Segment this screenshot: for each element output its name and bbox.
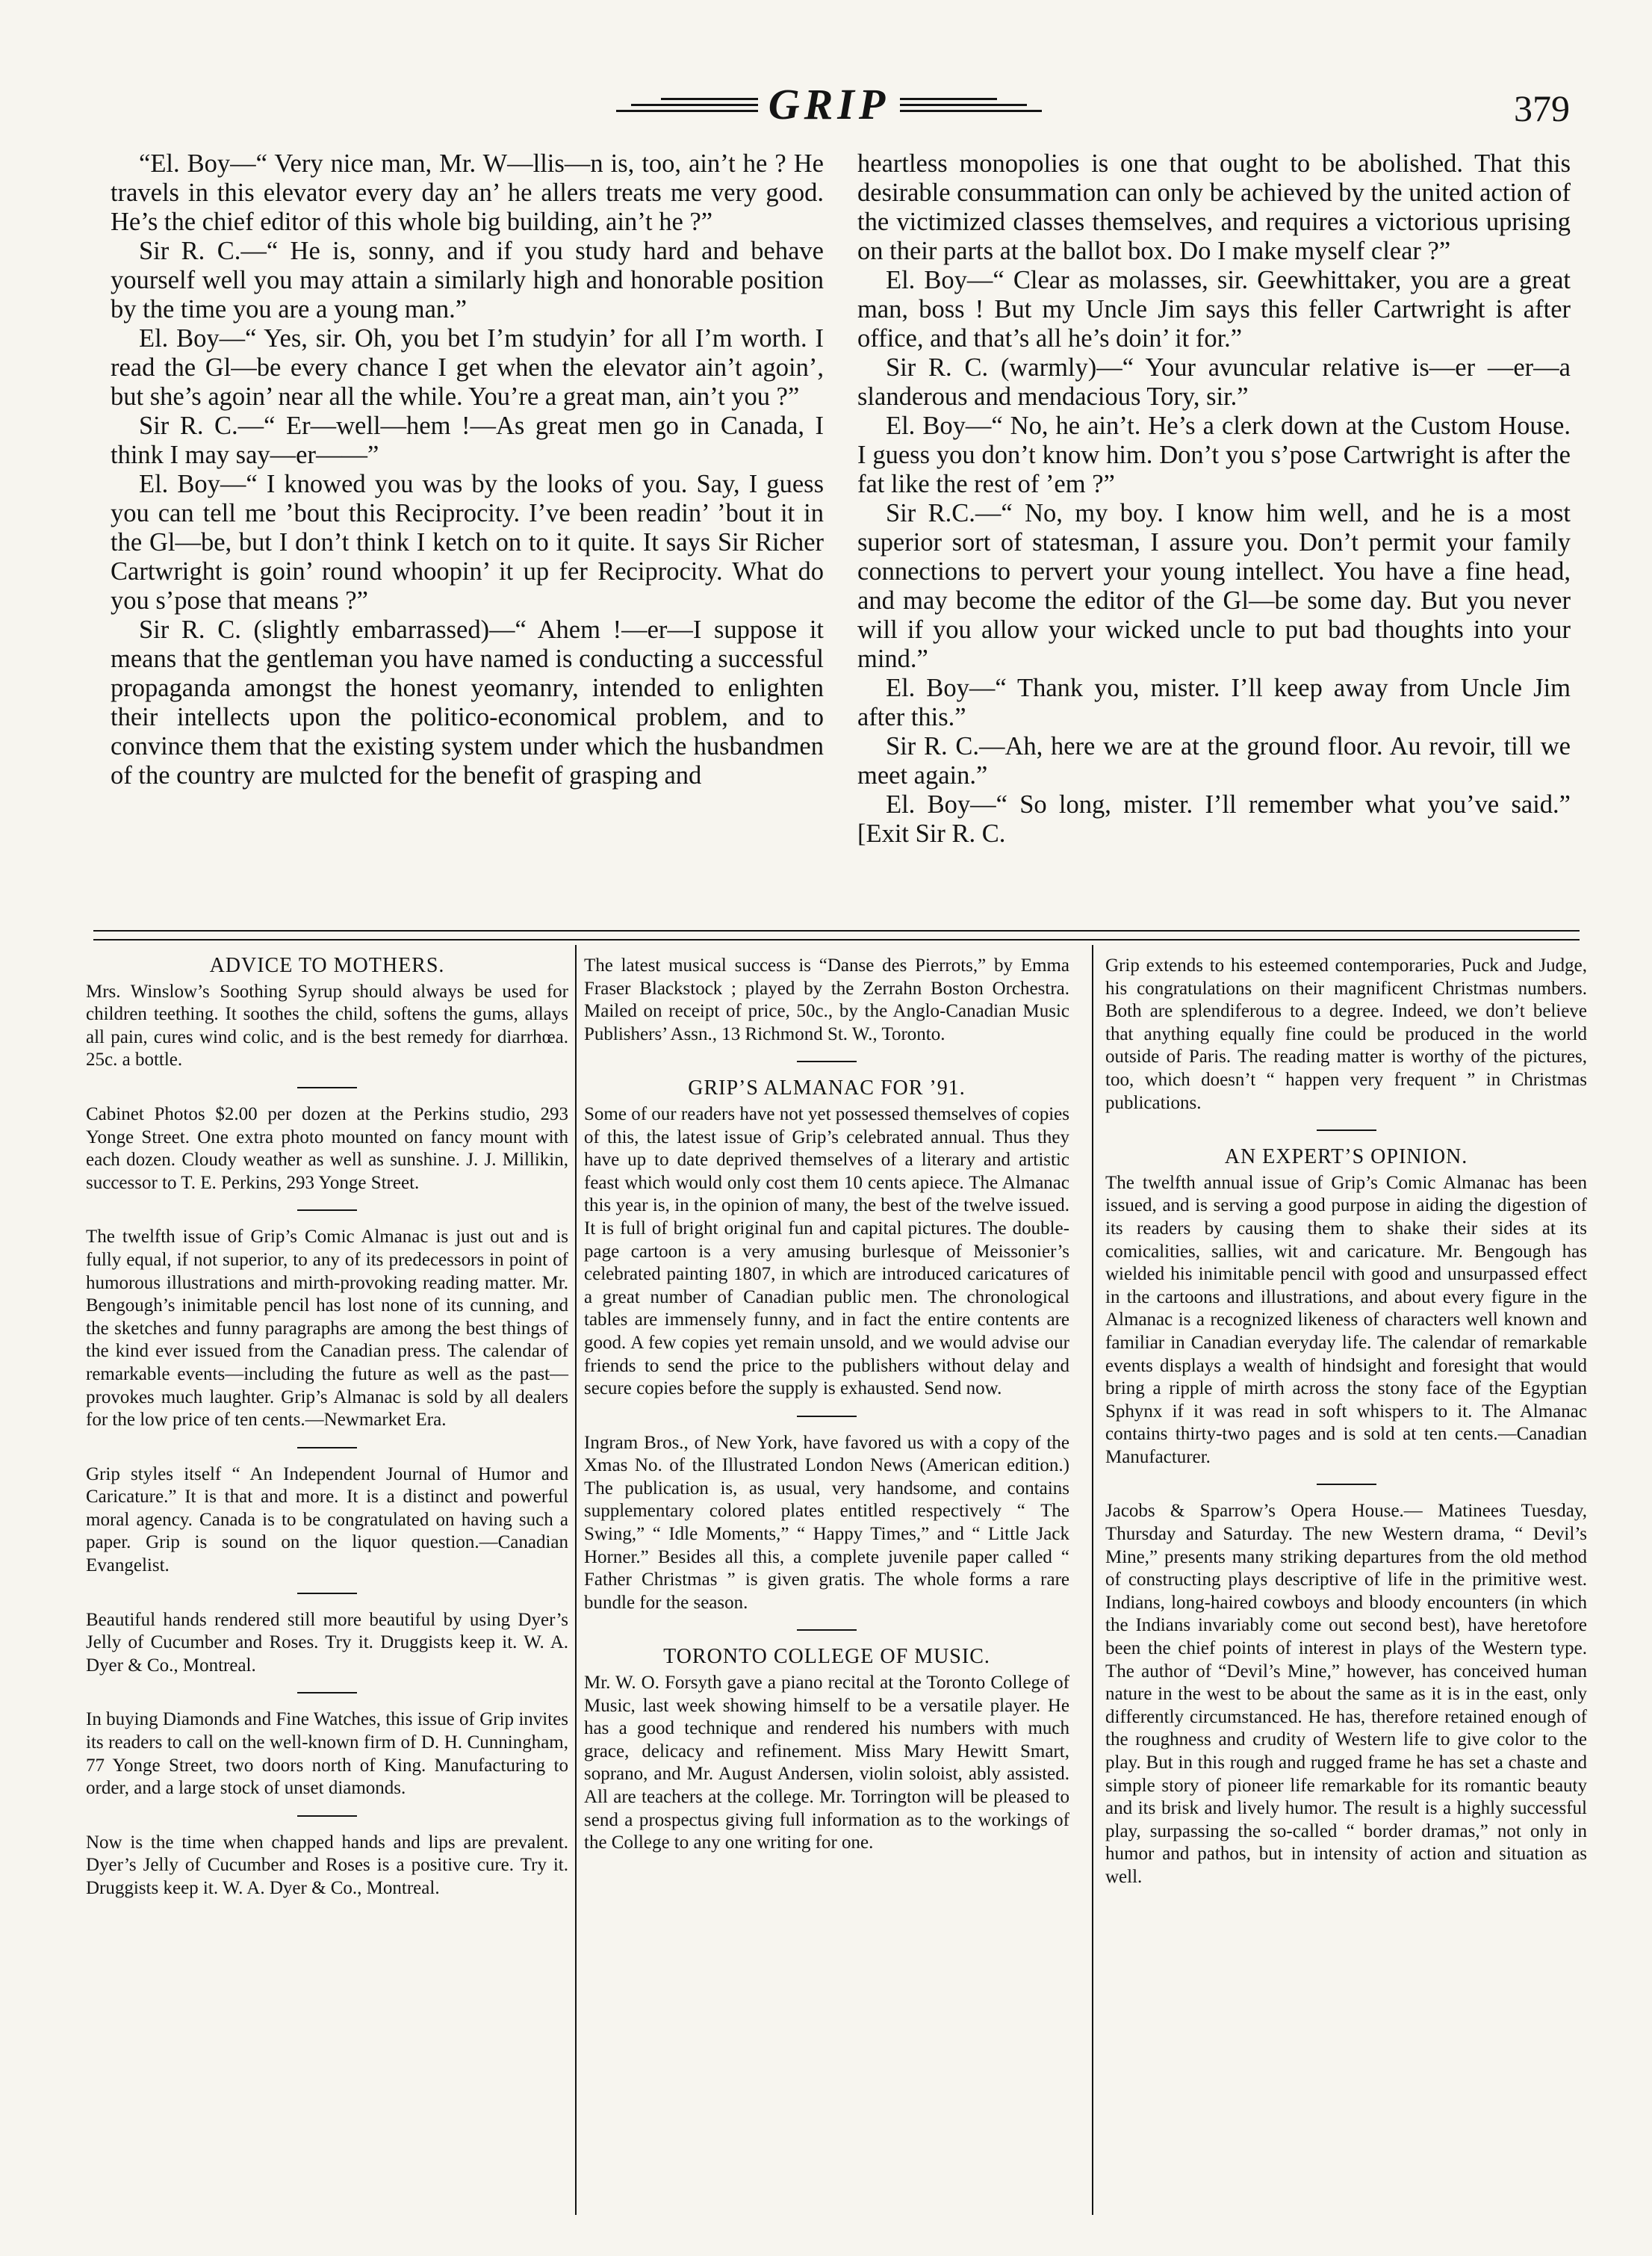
item-separator	[297, 1815, 357, 1817]
dialogue-paragraph: Sir R. C.—“ He is, sonny, and if you study hard and behave yourself well you may attain a similarly high and honorable position by the time you are a young man.”	[111, 237, 824, 323]
item-separator	[797, 1416, 857, 1417]
cabinet-item	[86, 1103, 568, 1194]
grip-extends-text: Grip extends to his esteemed contemporaries, Puck and Judge, his congratulations on their magnificent Christmas numbers. Both are splendiferous to a degree. Indeed, we don’t believe that anything equally fine could be produced in the world outside of Paris. The reading matter is worthy of the pictures, too, which doesn’t “ happen very frequent ” in Christmas publications.	[1105, 955, 1587, 1113]
grips-almanac-heading: GRIP’S ALMANAC FOR ’91.	[688, 1076, 966, 1100]
item-separator	[297, 1692, 357, 1693]
advice-heading: ADVICE TO MOTHERS.	[209, 954, 445, 977]
news-column-2	[584, 955, 1069, 1855]
opera-house-item	[1105, 1500, 1587, 1888]
college-text: Mr. W. O. Forsyth gave a piano recital at the Toronto College of Music, last week showing himself to be a versatile player. He has a good technique and rendered his numbers with much grace, delicacy and refinement. Miss Mary Hewitt Smart, soprano, and Mr. August Andersen, violin soloist, ably assisted. All are teachers at the college. Mr. Torrington will be pleased to send a prospectus giving full information as to the workings of the College to any one writing for one.	[584, 1673, 1069, 1853]
dialogue-paragraph: Sir R. C.—Ah, here we are at the ground floor. Au revoir, till we meet again.”	[857, 732, 1571, 790]
item-separator	[797, 1061, 857, 1062]
page-header	[0, 75, 1652, 134]
expert-opinion-item	[1105, 1146, 1587, 1469]
dialogue-paragraph: heartless monopolies is one that ought to be abolished. That this desirable consummation can only be achieved by the united action of the victimized classes themselves, and requires a victorious uprising on their parts at the ballot box. Do I make myself clear ?”	[857, 149, 1571, 265]
dialogue-column-left	[111, 149, 824, 790]
dialogue-paragraph: El. Boy—“ Clear as molasses, sir. Geewhittaker, you are a great man, boss ! But my Uncle Jim says this feller Cartwright is after office, and that’s all he’s doin’ it for.”	[857, 266, 1571, 353]
section-divider	[93, 930, 1580, 940]
opera-house-text: Jacobs & Sparrow’s Opera House.— Matinees Tuesday, Thursday and Saturday. The new Western drama, “ Devil’s Mine,” presents many striking departures from the old method of constructing plays descriptive of life in the primitive west. Indians, long-haired cowboys and bloody encounters (in which the Indians invariably come out second best), have heretofore been the chief points of interest in plays of the Western type. The author of “Devil’s Mine,” however, has conceived human nature in the west to be about the same as it is in the east, only differently circumstanced. He has, therefore retained enough of the roughness and crudity of Western life to give color to the play. But in this rough and rugged frame he has set a chaste and simple story of pioneer life remarkable for its romantic beauty and its brisk and lively humor. The result is a highly successful play, surpassing the so-called “ border dramas,” not only in humor and pathos, but in intensity of action and situation as well.	[1105, 1501, 1587, 1887]
almanac-review-item	[86, 1226, 568, 1431]
grip-extends-item	[1105, 955, 1587, 1115]
grip-styles-text: Grip styles itself “ An Independent Journal of Humor and Caricature.” It is that and more. It is a distinct and powerful moral agency. Canada is to be congratulated on having such a paper. Grip is sound on the liquor question.—Canadian Evangelist.	[86, 1463, 568, 1576]
dialogue-paragraph: El. Boy—“ I knowed you was by the looks of you. Say, I guess you can tell me ’bout this Reciprocity. I’ve been readin’ ’bout it in the Gl—be, but I don’t think I ketch on to it quite. It says Sir Richer Cartwright is goin’ round whoopin’ it up fer Reciprocity. What do you s’pose that means ?”	[111, 470, 824, 615]
advice-item	[86, 955, 568, 1072]
news-column-3	[1105, 955, 1587, 1889]
chapped-hands-item	[86, 1832, 568, 1900]
expert-opinion-heading: AN EXPERT’S OPINION.	[1224, 1145, 1468, 1169]
masthead-rule-right	[900, 98, 1042, 112]
dialogue-paragraph: “El. Boy—“ Very nice man, Mr. W—llis—n is, too, ain’t he ? He travels in this elevator every day an’ he allers treats me very good. He’s the chief editor of this whole big building, ain’t he ?”	[111, 149, 824, 236]
ingram-text: Ingram Bros., of New York, have favored us with a copy of the Xmas No. of the Illustrated London News (American edition.) The publication is, as usual, very handsome, and contains supplementary colored plates entitled respectively “ The Swing,” “ Idle Moments,” “ Happy Times,” and “ Little Jack Horner.” Besides all this, a complete juvenile paper called “ Father Christmas ” is given gratis. The whole forms a rare bundle for the season.	[584, 1432, 1069, 1613]
music-text: The latest musical success is “Danse des Pierrots,” by Emma Fraser Blackstock ; played by the Zerrahn Boston Orchestra. Mailed on receipt of price, 50c., by the Anglo-Canadian Music Publishers’ Assn., 13 Richmond St. W., Toronto.	[584, 955, 1069, 1044]
dialogue-paragraph: El. Boy—“ Yes, sir. Oh, you bet I’m studyin’ for all I’m worth. I read the Gl—be every chance I get when the elevator ain’t agoin’, but she’s agoin’ near all the while. You’re a great man, ain’t you ?”	[111, 324, 824, 411]
expert-opinion-text: The twelfth annual issue of Grip’s Comic Almanac has been issued, and is serving a good purpose in aiding the digestion of its readers by causing them to shake their sides at its comicalities, sallies, wit and caricature. Mr. Bengough has wielded his inimitable pencil with good and unsurpassed effect in the cartoons and illustrations, and about every figure in the Almanac is a recognized likeness of characters well known and familiar in Canadian everyday life. The calendar of remarkable events displays a wealth of hindsight and foresight that would bring a ripple of mirth across the stony face of the Egyptian Sphynx if it was read in soft whispers to it. The Almanac contains thirty-two pages and is sold at ten cents.—Canadian Manufacturer.	[1105, 1172, 1587, 1467]
cabinet-text: Cabinet Photos $2.00 per dozen at the Perkins studio, 293 Yonge Street. One extra photo mounted on fancy mount with each dozen. Cloudy weather as well as sunshine. J. J. Millikin, successor to T. E. Perkins, 293 Yonge Street.	[86, 1103, 568, 1193]
beautiful-hands-text: Beautiful hands rendered still more beautiful by using Dyer’s Jelly of Cucumber and Roses. Try it. Druggists keep it. W. A. Dyer & Co., Montreal.	[86, 1609, 568, 1676]
dialogue-paragraph: Sir R. C.—“ Er—well—hem !—As great men go in Canada, I think I may say—er——”	[111, 412, 824, 469]
item-separator	[797, 1629, 857, 1631]
dialogue-paragraph: El. Boy—“ So long, mister. I’ll remember what you’ve said.” [Exit Sir R. C.	[857, 790, 1571, 848]
dialogue-paragraph: El. Boy—“ Thank you, mister. I’ll keep away from Uncle Jim after this.”	[857, 674, 1571, 731]
masthead-title: GRIP	[768, 80, 890, 128]
diamonds-text: In buying Diamonds and Fine Watches, this issue of Grip invites its readers to call on the well-known firm of D. H. Cunningham, 77 Yonge Street, two doors north of King. Manufacturing to order, and a large stock of unset diamonds.	[86, 1709, 568, 1799]
item-separator	[297, 1593, 357, 1594]
item-separator	[1317, 1129, 1376, 1131]
masthead	[583, 75, 1075, 134]
item-separator	[1317, 1484, 1376, 1485]
ingram-item	[584, 1432, 1069, 1615]
page-number: 379	[1514, 87, 1570, 129]
college-heading: TORONTO COLLEGE OF MUSIC.	[663, 1645, 990, 1669]
item-separator	[297, 1447, 357, 1448]
news-column-1	[86, 955, 568, 1900]
diamonds-item	[86, 1708, 568, 1800]
column-divider	[575, 945, 577, 2215]
item-separator	[297, 1087, 357, 1088]
dialogue-paragraph: Sir R.C.—“ No, my boy. I know him well, and he is a most superior sort of statesman, I assure you. Don’t permit your family connections to pervert your young intellect. You have a fine head, and may become the editor of the Gl—be some day. But you never will if you allow your wicked uncle to put bad thoughts into your mind.”	[857, 499, 1571, 673]
grip-styles-item	[86, 1463, 568, 1578]
college-item	[584, 1646, 1069, 1854]
dialogue-paragraph: El. Boy—“ No, he ain’t. He’s a clerk down at the Custom House. I guess you don’t know him. Don’t you s’pose Cartwright is after the fat like the rest of ’em ?”	[857, 412, 1571, 498]
masthead-rule-left	[616, 98, 758, 112]
grips-almanac-item	[584, 1077, 1069, 1400]
grips-almanac-text: Some of our readers have not yet possessed themselves of copies of this, the latest issue of Grip’s celebrated annual. Thus they have up to date deprived themselves of a literary and artistic feast which would only cost them 10 cents apiece. The Almanac this year is, in the opinion of many, the best of the twelve issued. It is full of bright original fun and capital pictures. The double-page cartoon is a very amusing burlesque of Meissonier’s celebrated painting 1807, in which are introduced caricatures of a great number of Canadian public men. The chronological tables are immensely funny, and in fact the entire contents are good. A few copies yet remain unsold, and we would advise our friends to send the price to the publishers without delay and secure copies before the supply is exhausted. Send now.	[584, 1103, 1069, 1399]
music-item	[584, 955, 1069, 1046]
almanac-review-text: The twelfth issue of Grip’s Comic Almanac is just out and is fully equal, if not superior, to any of its predecessors in point of humorous illustrations and mirth-provoking reading matter. Mr. Bengough’s inimitable pencil has lost none of its cunning, and the sketches and funny paragraphs are among the best things of the kind ever issued from the Canadian press. The calendar of remarkable events—including the future as well as the past—provokes much laughter. Grip’s Almanac is sold by all dealers for the low price of ten cents.—Newmarket Era.	[86, 1227, 568, 1431]
advice-text: Mrs. Winslow’s Soothing Syrup should always be used for children teething. It soothes the child, softens the gums, allays all pain, cures wind colic, and is the best remedy for diarrhœa. 25c. a bottle.	[86, 981, 568, 1070]
column-divider	[1092, 945, 1093, 2215]
item-separator	[297, 1209, 357, 1211]
beautiful-hands-item	[86, 1609, 568, 1678]
dialogue-paragraph: Sir R. C. (slightly embarrassed)—“ Ahem !—er—I suppose it means that the gentleman you have named is conducting a successful propaganda amongst the honest yeomanry, intended to enlighten their intellects upon the politico-economical problem, and to convince them that the existing system under which the husbandmen of the country are mulcted for the benefit of grasping and	[111, 616, 824, 790]
chapped-hands-text: Now is the time when chapped hands and lips are prevalent. Dyer’s Jelly of Cucumber and Roses is a positive cure. Try it. Druggists keep it. W. A. Dyer & Co., Montreal.	[86, 1832, 568, 1898]
dialogue-column-right	[857, 149, 1571, 849]
dialogue-paragraph: Sir R. C. (warmly)—“ Your avuncular relative is—er —er—a slanderous and mendacious Tory, sir.”	[857, 353, 1571, 411]
